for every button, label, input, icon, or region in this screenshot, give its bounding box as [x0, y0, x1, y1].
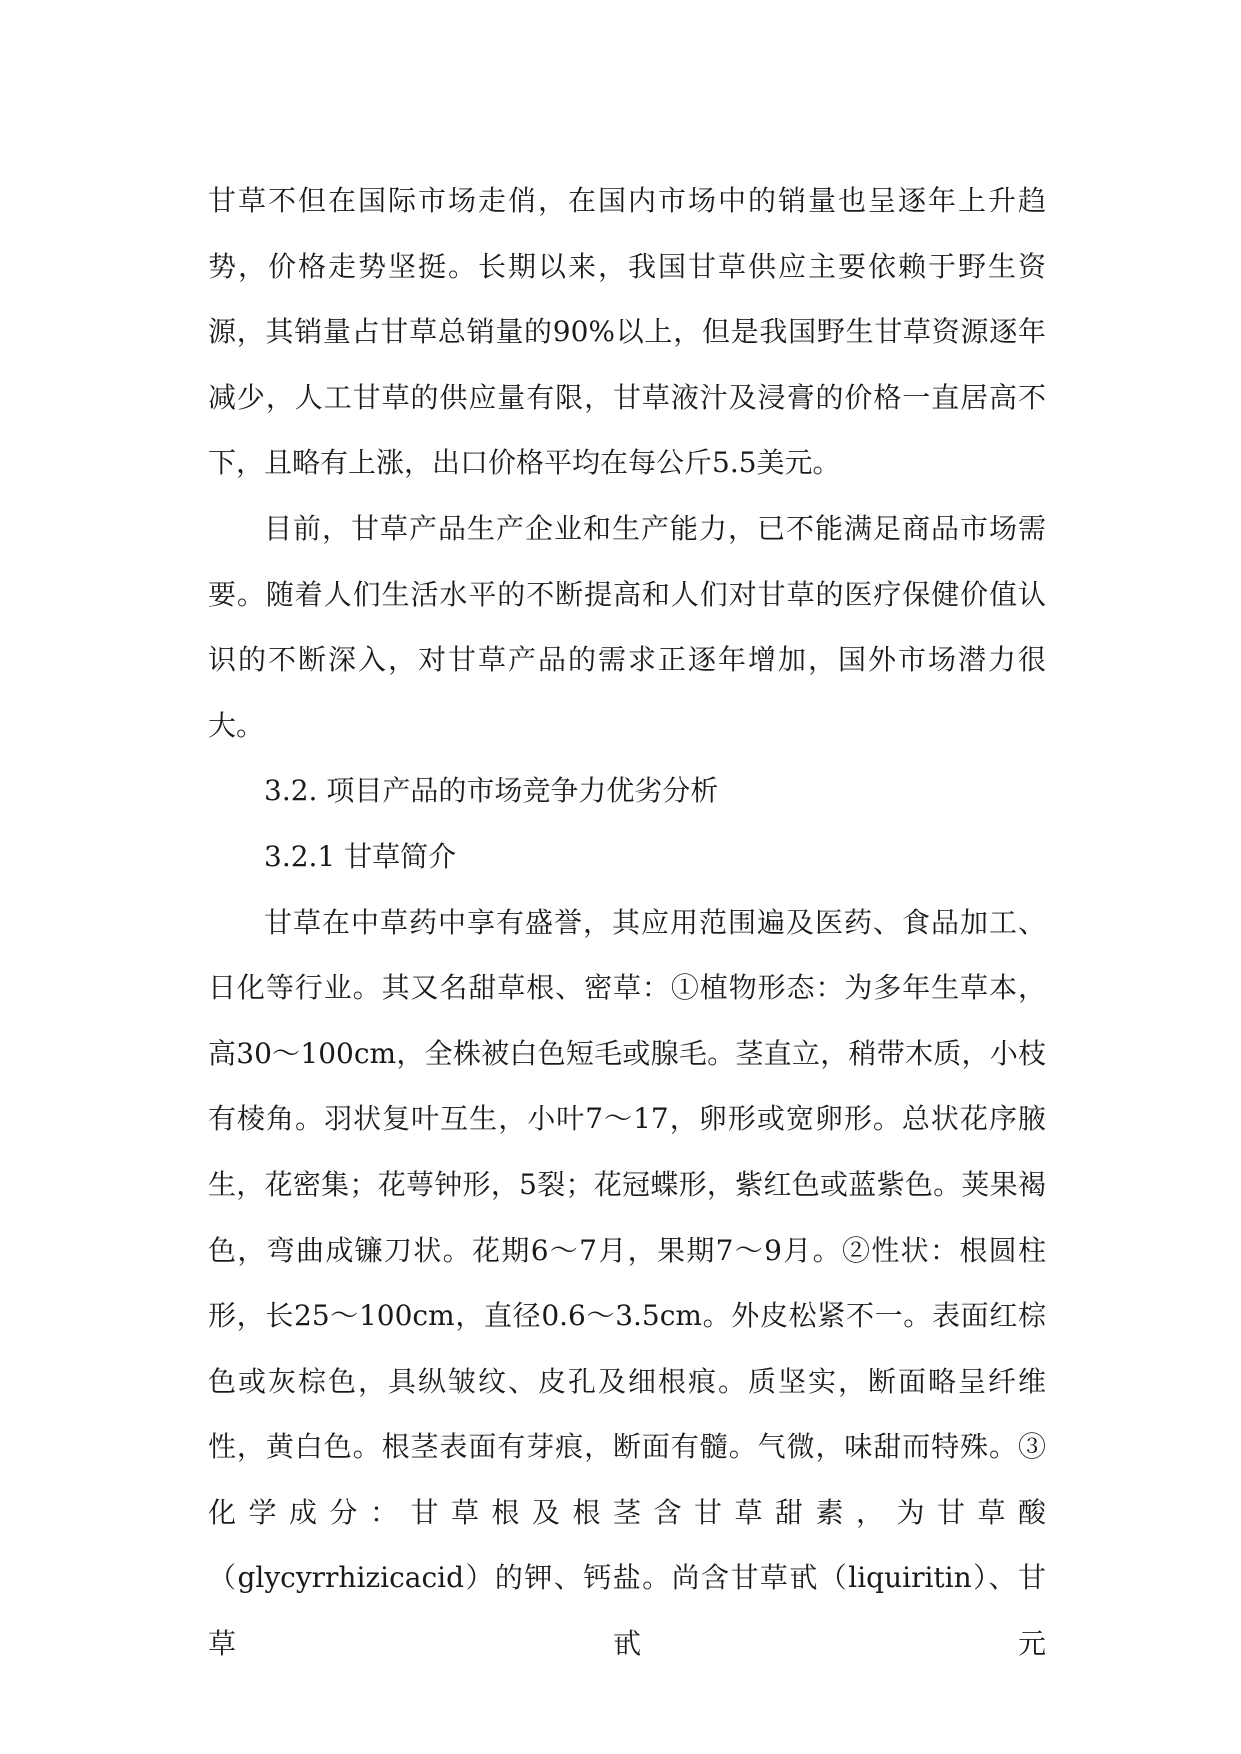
paragraph-production-capacity: 目前，甘草产品生产企业和生产能力，已不能满足商品市场需要。随着人们生活水平的不断提高和人们对甘草的医疗保健价值认识的不断深入，对甘草产品的需求正逐年增加，国外市场潜力很大。 — [208, 511, 1046, 742]
section-heading-3-2-1: 3.2.1 甘草简介 — [264, 839, 457, 873]
paragraph-market-trend: 甘草不但在国际市场走俏，在国内市场中的销量也呈逐年上升趋势，价格走势坚挺。长期以来，我国甘草供应主要依赖于野生资源，其销量占甘草总销量的90%以上，但是我国野生甘草资源逐年减少，人工甘草的供应量有限，甘草液汁及浸膏的价格一直居高不下，且略有上涨，出口价格平均在每公斤5.5美元。 — [208, 184, 1046, 480]
paragraph-licorice-introduction: 甘草在中草药中享有盛誉，其应用范围遍及医药、食品加工、日化等行业。其又名甜草根、密草：①植物形态：为多年生草本，高30～100cm，全株被白色短毛或腺毛。茎直立，稍带木质，小枝有棱角。羽状复叶互生，小叶7～17，卵形或宽卵形。总状花序腋生，花密集；花萼钟形，5裂；花冠蝶形，紫红色或蓝紫色。荚果褐色，弯曲成镰刀状。花期6～7月，果期7～9月。②性状：根圆柱形，长25～100cm，直径0.6～3.5cm。外皮松紧不一。表面红棕色或灰棕色，具纵皱纹、皮孔及细根痕。质坚实，断面略呈纤维性，黄白色。根茎表面有芽痕，断面有髓。气微，味甜而特殊。③化学成分：甘草根及根茎含甘草甜素，为甘草酸（glycyrrhizicacid）的钾、钙盐。尚含甘草甙（liquiritin）、甘草甙元 — [208, 905, 1046, 1661]
section-heading-3-2: 3.2. 项目产品的市场竞争力优劣分析 — [264, 774, 719, 808]
document-body — [208, 168, 1046, 1677]
